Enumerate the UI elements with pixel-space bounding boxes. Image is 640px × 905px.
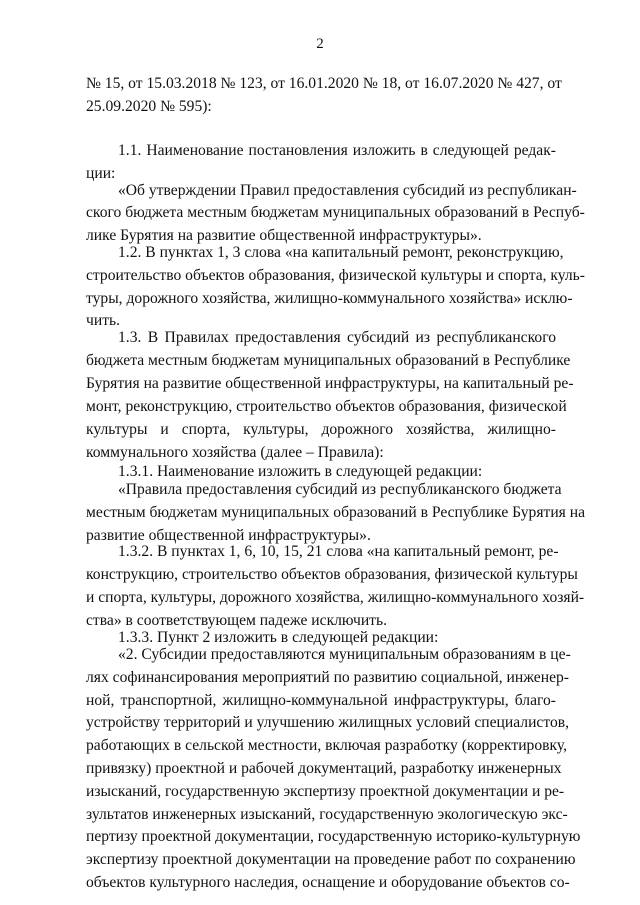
text-line: «Об утверждении Правил предоставления субсидий из республикан-: [118, 182, 577, 199]
text-line: № 15, от 15.03.2018 № 123, от 16.01.2020 № 18, от 16.07.2020 № 427, от: [86, 75, 562, 92]
text-line: ции:: [86, 165, 116, 182]
text-line: бюджета местным бюджетам муниципальных образований в Республике: [86, 352, 571, 369]
text-line: строительство объектов образования, физической культуры и спорта, куль-: [86, 267, 585, 284]
text-line: развитие общественной инфраструктуры».: [86, 527, 371, 544]
text-line: 1.3.1. Наименование изложить в следующей редакции:: [118, 463, 483, 480]
text-line: чить.: [86, 312, 121, 329]
text-line: экспертизу проектной документации на проведение работ по сохранению: [86, 851, 576, 868]
text-line: 1.1. Наименование постановления изложить в следующей редак-: [118, 142, 556, 159]
text-line: ства» в соответствующем падеже исключить.: [86, 612, 388, 629]
text-line: 1.3.2. В пунктах 1, 6, 10, 15, 21 слова «на капитальный ремонт, ре-: [118, 543, 559, 560]
text-line: культуры и спорта, культуры, дорожного хозяйства, жилищно-: [86, 421, 556, 438]
text-line: устройству территорий и улучшению жилищных условий специалистов,: [86, 714, 570, 731]
text-line: 1.2. В пунктах 1, 3 слова «на капитальный ремонт, реконструкцию,: [118, 244, 564, 261]
text-line: коммунального хозяйства (далее – Правила):: [86, 444, 384, 461]
text-line: 1.3.3. Пункт 2 изложить в следующей редакции:: [118, 629, 439, 646]
text-line: местным бюджетам муниципальных образований в Республике Бурятия на: [86, 504, 585, 521]
text-line: 25.09.2020 № 595):: [86, 98, 212, 115]
text-line: ной, транспортной, жилищно-коммунальной инфраструктуры, благо-: [86, 692, 556, 709]
text-line: лике Бурятия на развитие общественной инфраструктуры».: [86, 227, 482, 244]
text-line: объектов культурного наследия, оснащение и оборудование объектов со-: [86, 874, 570, 891]
text-line: изысканий, государственную экспертизу проектной документации и ре-: [86, 783, 565, 800]
text-line: и спорта, культуры, дорожного хозяйства, жилищно-коммунального хозяй-: [86, 589, 585, 606]
text-line: зультатов инженерных изысканий, государственную экологическую экс-: [86, 806, 568, 823]
text-line: туры, дорожного хозяйства, жилищно-коммунального хозяйства» исклю-: [86, 290, 573, 307]
text-line: «Правила предоставления субсидий из республиканского бюджета: [118, 481, 562, 498]
text-line: привязку) проектной и рабочей документаций, разработку инженерных: [86, 760, 562, 777]
text-line: «2. Субсидии предоставляются муниципальным образованиям в це-: [118, 646, 571, 663]
text-line: 1.3. В Правилах предоставления субсидий из республиканского: [118, 329, 556, 346]
text-line: Бурятия на развитие общественной инфраструктуры, на капитальный ре-: [86, 375, 574, 392]
page-number: 2: [316, 36, 324, 52]
text-line: конструкцию, строительство объектов образования, физической культуры: [86, 566, 578, 583]
text-line: пертизу проектной документации, государственную историко-культурную: [86, 828, 581, 845]
text-line: монт, реконструкцию, строительство объектов образования, физической: [86, 398, 567, 415]
text-line: работающих в сельской местности, включая разработку (корректировку,: [86, 737, 567, 754]
text-line: ского бюджета местным бюджетам муниципальных образований в Респуб-: [86, 204, 585, 221]
text-line: лях софинансирования мероприятий по развитию социальной, инженер-: [86, 669, 569, 686]
